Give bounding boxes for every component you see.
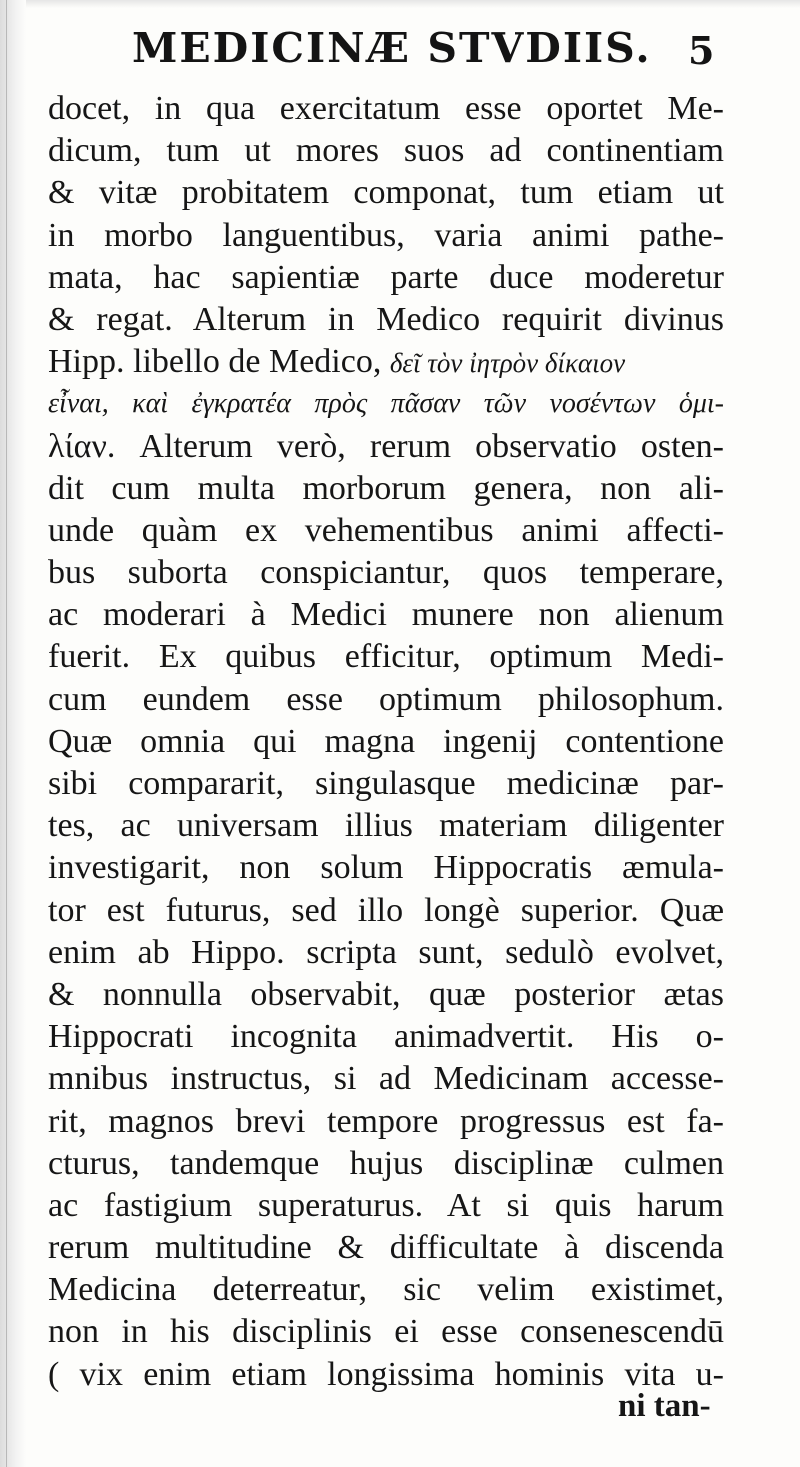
text-line: non in his disciplinis ei esse consenescendū	[48, 1313, 724, 1351]
running-title: MEDICINÆ STVDIIS.	[132, 24, 652, 72]
text-line: sibi compararit, singulasque medicinæ par-	[48, 765, 724, 802]
text-line: ( vix enim etiam longissima hominis vita u-	[48, 1355, 724, 1393]
text-line: unde quàm ex vehementibus animi affecti-	[48, 511, 724, 549]
greek-text-line: εἶναι, καὶ ἐγκρατέα πρὸς πᾶσαν τῶν νοσέντων ὁμι-	[48, 388, 724, 420]
body-text	[48, 88, 724, 1396]
text-line: Medicina deterreatur, sic velim existimet,	[48, 1271, 724, 1309]
text-line: rerum multitudine & difficultate à discenda	[48, 1229, 724, 1267]
text-line: & nonnulla observabit, quæ posterior ætas	[48, 975, 724, 1013]
text-line: tes, ac universam illius materiam diligenter	[48, 807, 724, 845]
text-line: tor est futurus, sed illo longè superior. Quæ	[48, 891, 724, 929]
text-line: rit, magnos brevi tempore progressus est fa-	[48, 1102, 724, 1140]
text-line: λίαν. Alterum verò, rerum observatio osten-	[48, 427, 724, 465]
page-top-shadow	[0, 0, 800, 8]
catchword: ni tan-	[618, 1388, 711, 1424]
text-line: & vitæ probitatem componat, tum etiam ut	[48, 174, 724, 212]
text-line: & regat. Alterum in Medico requirit divinus	[48, 300, 724, 338]
text-line: cum eundem esse optimum philosophum.	[48, 680, 724, 718]
text-line: in morbo languentibus, varia animi pathe-	[48, 216, 724, 254]
text-line: mata, hac sapientiæ parte duce moderetur	[48, 258, 724, 296]
text-line: cturus, tandemque hujus disciplinæ culmen	[48, 1144, 724, 1182]
text-line: docet, in qua exercitatum esse oportet Me-	[48, 90, 724, 127]
text-line: ac moderari à Medici munere non alienum	[48, 596, 724, 634]
text-line-with-greek	[48, 341, 724, 383]
text-line: bus suborta conspiciantur, quos temperare,	[48, 554, 724, 592]
text-line: enim ab Hippo. scripta sunt, sedulò evolvet,	[48, 933, 724, 971]
page-gutter-edge	[0, 0, 26, 1467]
page-number: 5	[688, 28, 715, 73]
text-line: investigarit, non solum Hippocratis æmula-	[48, 849, 724, 887]
page-edge-line	[6, 0, 7, 1467]
text-line: ac fastigium superaturus. At si quis harum	[48, 1186, 724, 1224]
page-header	[0, 18, 800, 78]
text-line: fuerit. Ex quibus efficitur, optimum Medi-	[48, 638, 724, 676]
text-line: Hippocrati incognita animadvertit. His o-	[48, 1018, 724, 1056]
text-line: dicum, tum ut mores suos ad continentiam	[48, 132, 724, 170]
text-line: Quæ omnia qui magna ingenij contentione	[48, 722, 724, 760]
text-line: dit cum multa morborum genera, non ali-	[48, 469, 724, 507]
text-line: mnibus instructus, si ad Medicinam accesse-	[48, 1060, 724, 1098]
greek-quotation: δεῖ τὸν ἰητρὸν δίκαιον	[389, 348, 626, 379]
text-line-latin-part: Hipp. libello de Medico,	[48, 343, 382, 381]
